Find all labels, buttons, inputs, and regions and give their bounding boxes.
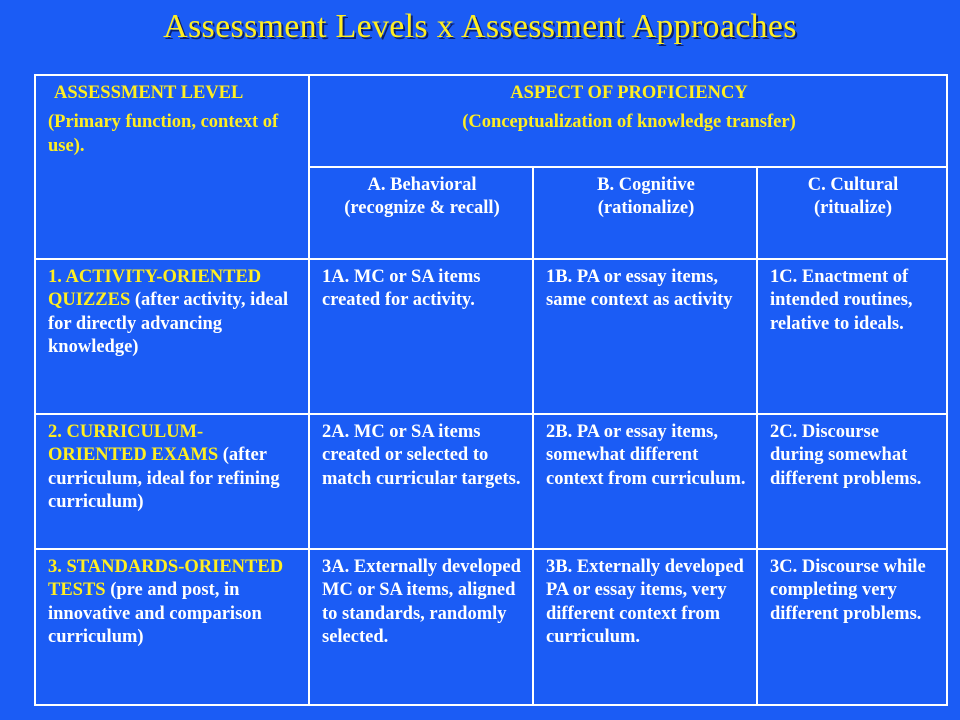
cell-1c: 1C. Enactment of intended routines, relative to ideals. <box>757 259 947 414</box>
level-name: 2. CURRICULUM-ORIENTED EXAMS <box>48 422 219 466</box>
level-cell-standards <box>35 549 309 705</box>
aspect-subtitle: (Conceptualization of knowledge transfer) <box>462 112 796 133</box>
header-row <box>35 75 947 167</box>
table-row <box>35 549 947 705</box>
column-header-line2: (recognize & recall) <box>344 198 500 219</box>
page-title: Assessment Levels x Assessment Approaches <box>163 8 797 45</box>
level-cell-curriculum <box>35 414 309 549</box>
cell-3b: 3B. Externally developed PA or essay items, very different context from curriculum. <box>533 549 757 705</box>
assessment-level-subtitle: (Primary function, context of use). <box>48 112 279 156</box>
cell-1a: 1A. MC or SA items created for activity. <box>309 259 533 414</box>
level-name: 1. ACTIVITY-ORIENTED QUIZZES <box>48 267 262 311</box>
column-header-line2: (ritualize) <box>813 198 893 219</box>
aspect-title: ASPECT OF PROFICIENCY <box>510 83 748 103</box>
column-header-line2: (rationalize) <box>597 198 695 219</box>
column-header-line1: B. Cognitive <box>597 175 695 195</box>
level-cell-activity <box>35 259 309 414</box>
cell-3c: 3C. Discourse while completing very different problems. <box>757 549 947 705</box>
level-description: (pre and post, in innovative and comparison curriculum) <box>48 580 262 648</box>
level-description: (after activity, ideal for directly advancing knowledge) <box>48 290 289 358</box>
column-header-line1: C. Cultural <box>807 175 899 195</box>
column-header-line1: A. Behavioral <box>367 175 477 195</box>
column-header-cultural <box>757 167 947 259</box>
assessment-table <box>34 74 948 706</box>
assessment-level-title: ASSESSMENT LEVEL <box>54 83 244 103</box>
cell-3a: 3A. Externally developed MC or SA items, aligned to standards, randomly selected. <box>309 549 533 705</box>
assessment-level-header <box>35 75 309 259</box>
column-header-cognitive <box>533 167 757 259</box>
cell-2c: 2C. Discourse during somewhat different problems. <box>757 414 947 549</box>
level-description: (after curriculum, ideal for refining curriculum) <box>48 445 280 513</box>
cell-2b: 2B. PA or essay items, somewhat different context from curriculum. <box>533 414 757 549</box>
aspect-header <box>309 75 947 167</box>
level-name: 3. STANDARDS-ORIENTED TESTS <box>48 557 284 601</box>
table-row <box>35 259 947 414</box>
column-header-behavioral <box>309 167 533 259</box>
cell-2a: 2A. MC or SA items created or selected to match curricular targets. <box>309 414 533 549</box>
table-row <box>35 414 947 549</box>
cell-1b: 1B. PA or essay items, same context as activity <box>533 259 757 414</box>
